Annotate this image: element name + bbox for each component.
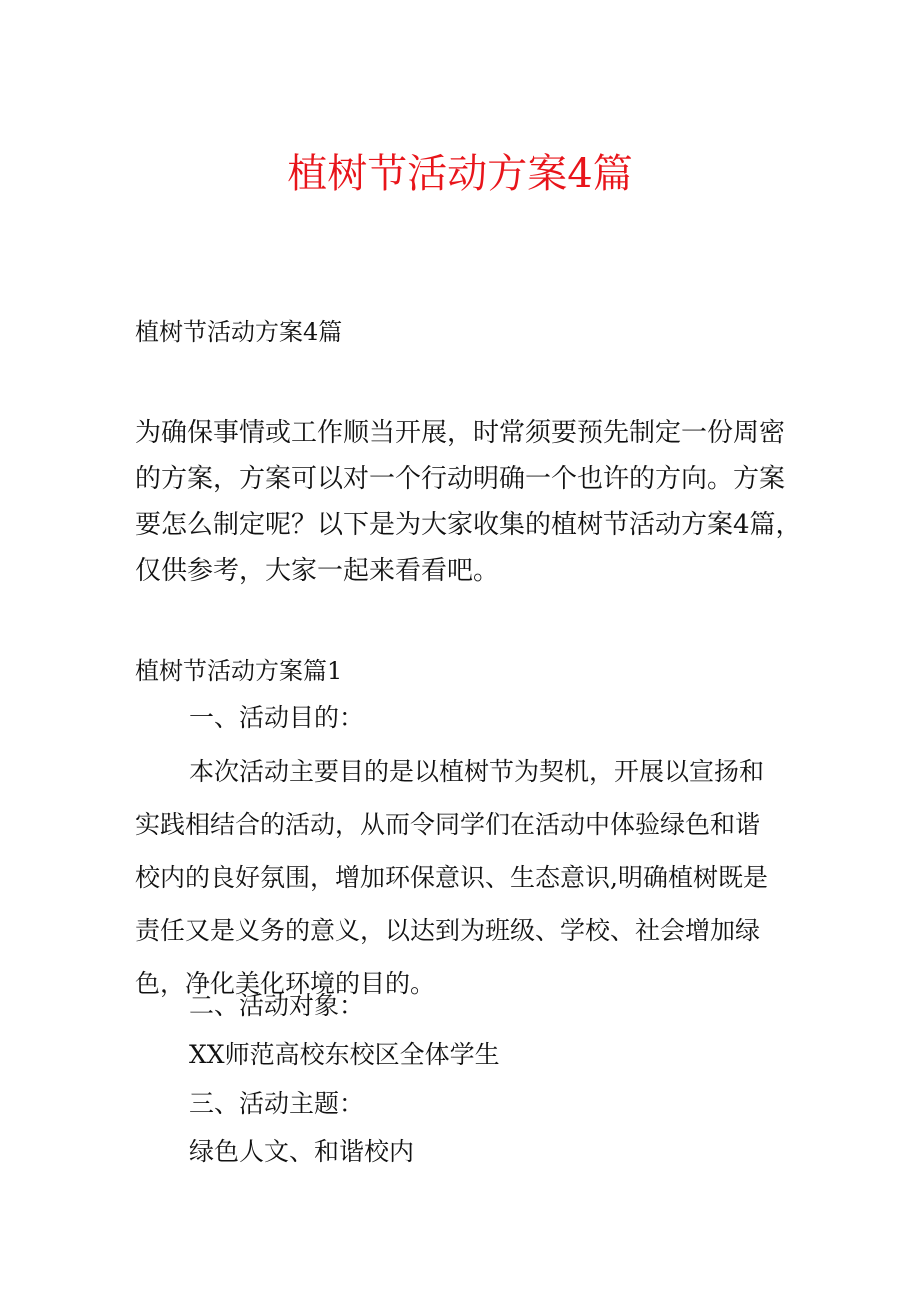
purpose-line: 校内的良好氛围，增加环保意识、生态意识,明确植树既是 [135,863,768,892]
purpose-line: 色，净化美化环境的目的。 [135,969,436,998]
intro-line: 仅供参考，大家一起来看看吧。 [135,556,500,586]
purpose-line: 责任又是义务的意义，以达到为班级、学校、社会增加绿 [135,916,761,945]
purpose-paragraph [135,745,795,1010]
heading-activity-object: 二、活动对象： [189,991,365,1020]
intro-line: 的方案，方案可以对一个行动明确一个也许的方向。方案 [135,464,786,494]
activity-theme-text: 绿色人文、和谐校内 [189,1137,415,1166]
purpose-line: 本次活动主要目的是以植树节为契机，开展以宣扬和 [189,757,765,786]
intro-line: 要怎么制定呢？以下是为大家收集的植树节活动方案4篇， [135,510,802,540]
document-title: 植树节活动方案4篇 [287,151,633,197]
section-title: 植树节活动方案篇1 [135,657,343,685]
heading-activity-purpose: 一、活动目的： [189,703,365,732]
document-subtitle: 植树节活动方案4篇 [135,318,343,346]
activity-object-text: XX师范高校东校区全体学生 [189,1040,500,1069]
intro-paragraph [135,410,802,594]
purpose-line: 实践相结合的活动，从而令同学们在活动中体验绿色和谐 [135,810,761,839]
intro-line: 为确保事情或工作顺当开展，时常须要预先制定一份周密 [135,418,786,448]
heading-activity-theme: 三、活动主题： [189,1089,365,1118]
